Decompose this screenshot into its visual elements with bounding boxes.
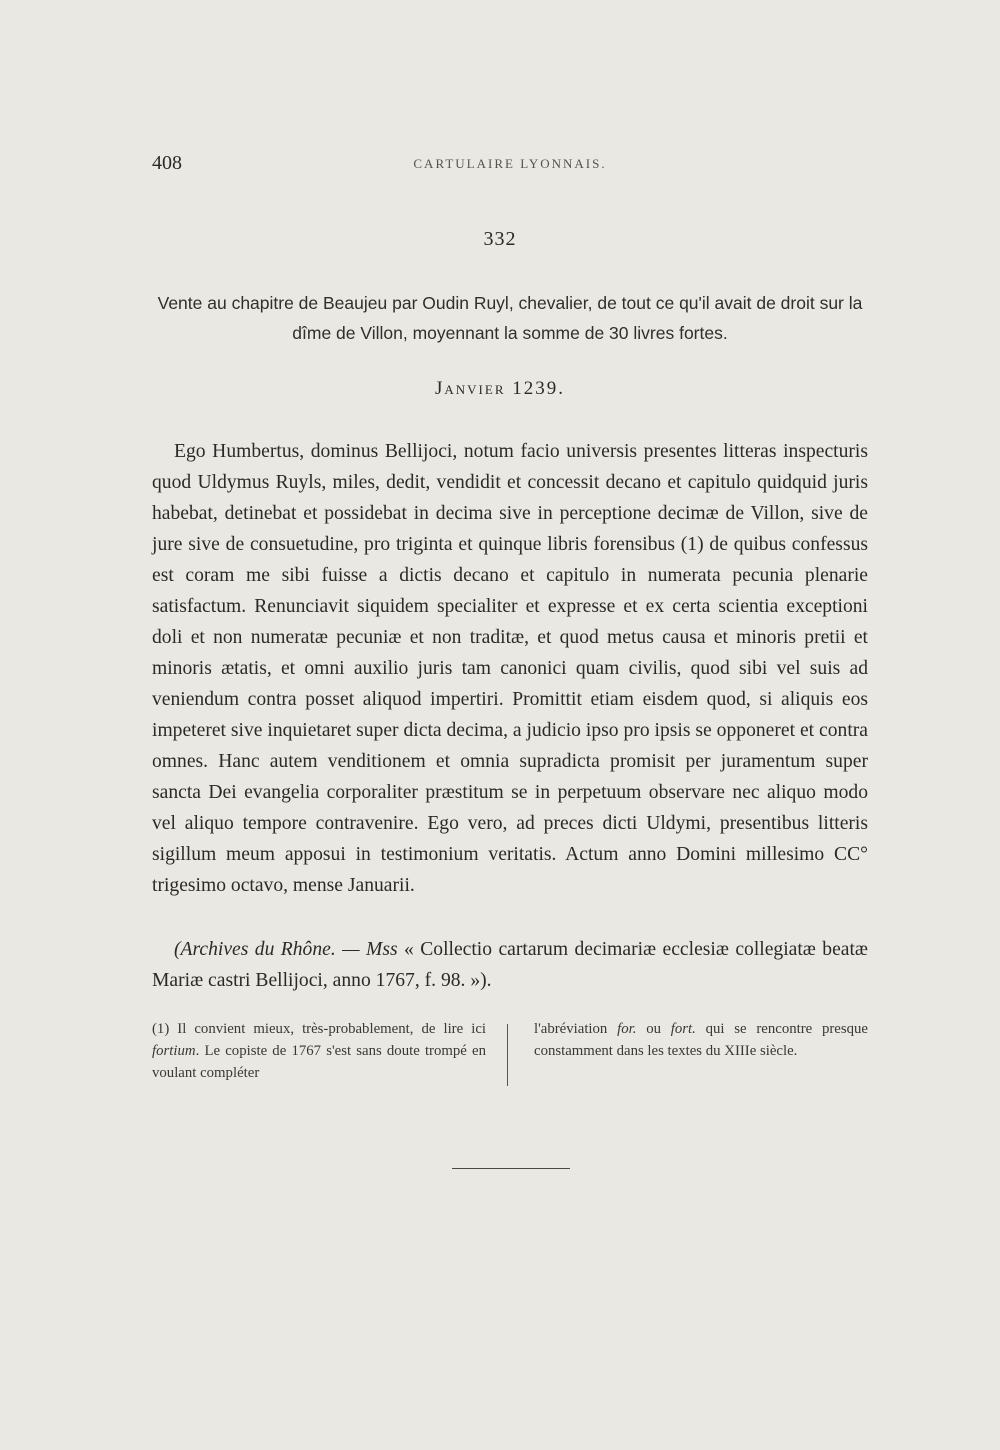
footnote-text: qui se rencontre presque constamment dans les textes du XIIIe siècle. xyxy=(534,1021,869,1059)
document-date: Janvier 1239. xyxy=(435,378,565,399)
footnote-text: . Le copiste de 1767 s'est sans doute trompé en voulant compléter xyxy=(152,1043,486,1081)
source-text: « Collectio cartarum decimariæ ecclesiæ collegiatæ beatæ Mariæ castri Bellijoci, anno 1767, f. 98. »). xyxy=(152,939,868,991)
footnote-emphasis: fortium xyxy=(152,1043,196,1059)
footnote-text: l'abréviation xyxy=(534,1021,608,1037)
end-rule xyxy=(452,1168,570,1169)
page-header xyxy=(152,152,868,182)
footnote-right-column xyxy=(534,1018,868,1062)
footnote-emphasis: fort. xyxy=(670,1021,696,1037)
source-archive: (Archives du Rhône. — Mss xyxy=(174,939,398,960)
page-number: 408 xyxy=(152,152,182,174)
footnote-text: ou xyxy=(646,1021,661,1037)
document-number: 332 xyxy=(483,228,517,250)
document-summary: Vente au chapitre de Beaujeu par Oudin Ruyl, chevalier, de tout ce qu'il avait de droit sur la dîme de Villon, moyennant la somme de 30 livres fortes. xyxy=(157,293,863,343)
footnote-left-column xyxy=(152,1018,486,1084)
source-citation xyxy=(152,934,868,996)
footnote-emphasis: for. xyxy=(617,1021,637,1037)
footnote-column-divider xyxy=(507,1024,508,1086)
running-title: CARTULAIRE LYONNAIS. xyxy=(413,156,607,171)
footnotes xyxy=(152,1018,868,1090)
footnote-text: (1) Il convient mieux, très-probablement, de lire ici xyxy=(152,1021,486,1037)
charter-text: Ego Humbertus, dominus Bellijoci, notum facio universis presentes litteras inspecturis quod Uldymus Ruyls, miles, dedit, vendidit et concessit decano et capitulo quidquid juris habebat, detinebat et possidebat in decima sive in perceptione decimæ de Villon, sive de jure sive de consuetudine, pro triginta et quinque libris forensibus (1) de quibus confessus est coram me sibi fuisse a dictis decano et capitulo in numerata pecunia plenarie satisfactum. Renunciavit siquidem specialiter et expresse et ex certa scientia exceptioni doli et non numeratæ pecuniæ et non traditæ, et quod metus causa et minoris pretii et minoris ætatis, et omni auxilio juris tam canonici quam civilis, quod sibi vel suis ad veniendum contra posset aliquod impertiri. Promittit etiam eisdem quod, si aliquis eos impeteret sive inquietaret super dicta decima, a judicio ipso pro ipsis se opponeret et contra omnes. Hanc autem venditionem et omnia supradicta promisit per juramentum super sancta Dei evangelia corporaliter præstitum se in perpetuum observare nec aliquo modo vel aliquo tempore contravenire. Ego vero, ad preces dicti Uldymi, presentibus litteris sigillum meum apposui in testimonium veritatis. Actum anno Domini millesimo CC° trigesimo octavo, mense Januarii. xyxy=(152,441,868,896)
